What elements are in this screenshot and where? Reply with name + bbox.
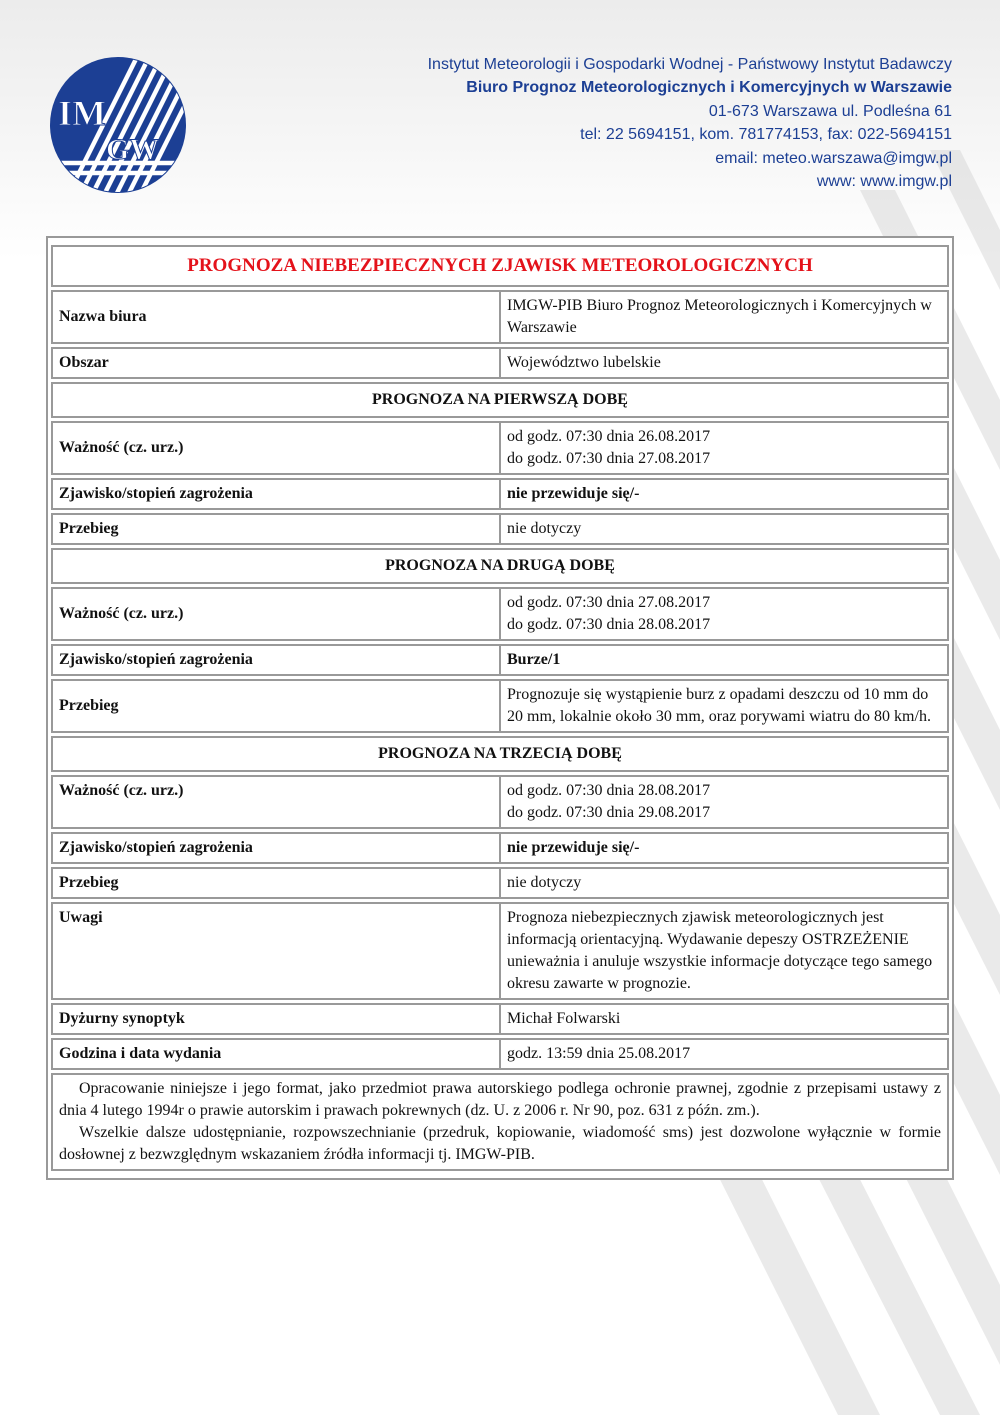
day2-course-value: Prognozuje się wystąpienie burz z opadami deszczu od 10 mm do 20 mm, lokalnie około 30 mm, oraz porywami wiatru do 80 km/h. [500,679,949,733]
distribution-paragraph: Wszelkie dalsze udostępnianie, rozpowszechnianie (przedruk, kopiowanie, wiadomość sms) jest dozwolone wyłącznie w formie dosłownej z bezwzględnym wskazaniem źródła informacji tj. IMGW-PIB. [59,1124,941,1163]
day1-validity-label: Ważność (cz. urz.) [51,421,500,475]
issued-value: godz. 13:59 dnia 25.08.2017 [500,1038,949,1070]
day3-validity-label: Ważność (cz. urz.) [51,775,500,829]
notes-value: Prognoza niebezpiecznych zjawisk meteorologicznych jest informacją orientacyjną. Wydawanie depeszy OSTRZEŻENIE unieważnia i anuluje wszystkie informacje dotyczące tego samego okresu zawarte w prognozie. [500,902,949,1000]
day2-validity-from: od godz. 07:30 dnia 27.08.2017 [507,594,711,611]
institution-name: Instytut Meteorologii i Gospodarki Wodnej - Państwowy Instytut Badawczy [427,56,952,73]
day1-phenomenon-value: nie przewiduje się/- [500,478,949,510]
day1-validity-value [500,421,949,475]
forecaster-value: Michał Folwarski [500,1003,949,1035]
forecaster-label: Dyżurny synoptyk [51,1003,500,1035]
day3-validity-value [500,775,949,829]
day3-course-value: nie dotyczy [500,867,949,899]
day1-validity-from: od godz. 07:30 dnia 26.08.2017 [507,428,711,445]
area-value: Województwo lubelskie [500,347,949,379]
issued-label: Godzina i data wydania [51,1038,500,1070]
forecast-document [46,236,954,1180]
notes-label: Uwagi [51,902,500,1000]
day1-phenomenon-label: Zjawisko/stopień zagrożenia [51,478,500,510]
day3-validity-from: od godz. 07:30 dnia 28.08.2017 [507,782,711,799]
website: www: www.imgw.pl [816,173,952,191]
day1-course-value: nie dotyczy [500,513,949,545]
day2-phenomenon-label: Zjawisko/stopień zagrożenia [51,644,500,676]
day2-phenomenon-value: Burze/1 [500,644,949,676]
phone-numbers: tel: 22 5694151, kom. 781774153, fax: 022-5694151 [580,126,952,144]
copyright-paragraph: Opracowanie niniejsze i jego format, jako przedmiot prawa autorskiego podlega ochronie prawnej, zgodnie z przepisami ustawy z dnia 4 lutego 1994r o prawie autorskim i prawach pokrewnych (dz. U. z 2006 r. Nr 90, poz. 631 z późn. zm.). [59,1080,941,1119]
logo-text-bottom: GW [106,133,160,166]
day1-validity-to: do godz. 07:30 dnia 27.08.2017 [507,450,711,467]
day2-heading: PROGNOZA NA DRUGĄ DOBĘ [51,548,949,584]
day3-phenomenon-value: nie przewiduje się/- [500,832,949,864]
institution-header [428,53,952,193]
day1-heading: PROGNOZA NA PIERWSZĄ DOBĘ [51,382,949,418]
day2-validity-value [500,587,949,641]
day2-validity-to: do godz. 07:30 dnia 28.08.2017 [507,616,711,633]
day3-heading: PROGNOZA NA TRZECIĄ DOBĘ [51,736,949,772]
day3-phenomenon-label: Zjawisko/stopień zagrożenia [51,832,500,864]
copyright-notice [51,1073,949,1171]
office-name: Biuro Prognoz Meteorologicznych i Komercyjnych w Warszawie [466,79,952,97]
day3-validity-to: do godz. 07:30 dnia 29.08.2017 [507,804,711,821]
address: 01-673 Warszawa ul. Podleśna 61 [708,102,952,120]
office-label: Nazwa biura [51,290,500,344]
email: email: meteo.warszawa@imgw.pl [715,149,952,167]
logo-text-top: IM [58,93,106,133]
day1-course-label: Przebieg [51,513,500,545]
day3-course-label: Przebieg [51,867,500,899]
day2-course-label: Przebieg [51,679,500,733]
office-value: IMGW-PIB Biuro Prognoz Meteorologicznych i Komercyjnych w Warszawie [500,290,949,344]
imgw-logo [48,55,188,195]
forecast-table [51,242,949,1174]
document-title: PROGNOZA NIEBEZPIECZNYCH ZJAWISK METEOROLOGICZNYCH [51,245,949,287]
day2-validity-label: Ważność (cz. urz.) [51,587,500,641]
area-label: Obszar [51,347,500,379]
